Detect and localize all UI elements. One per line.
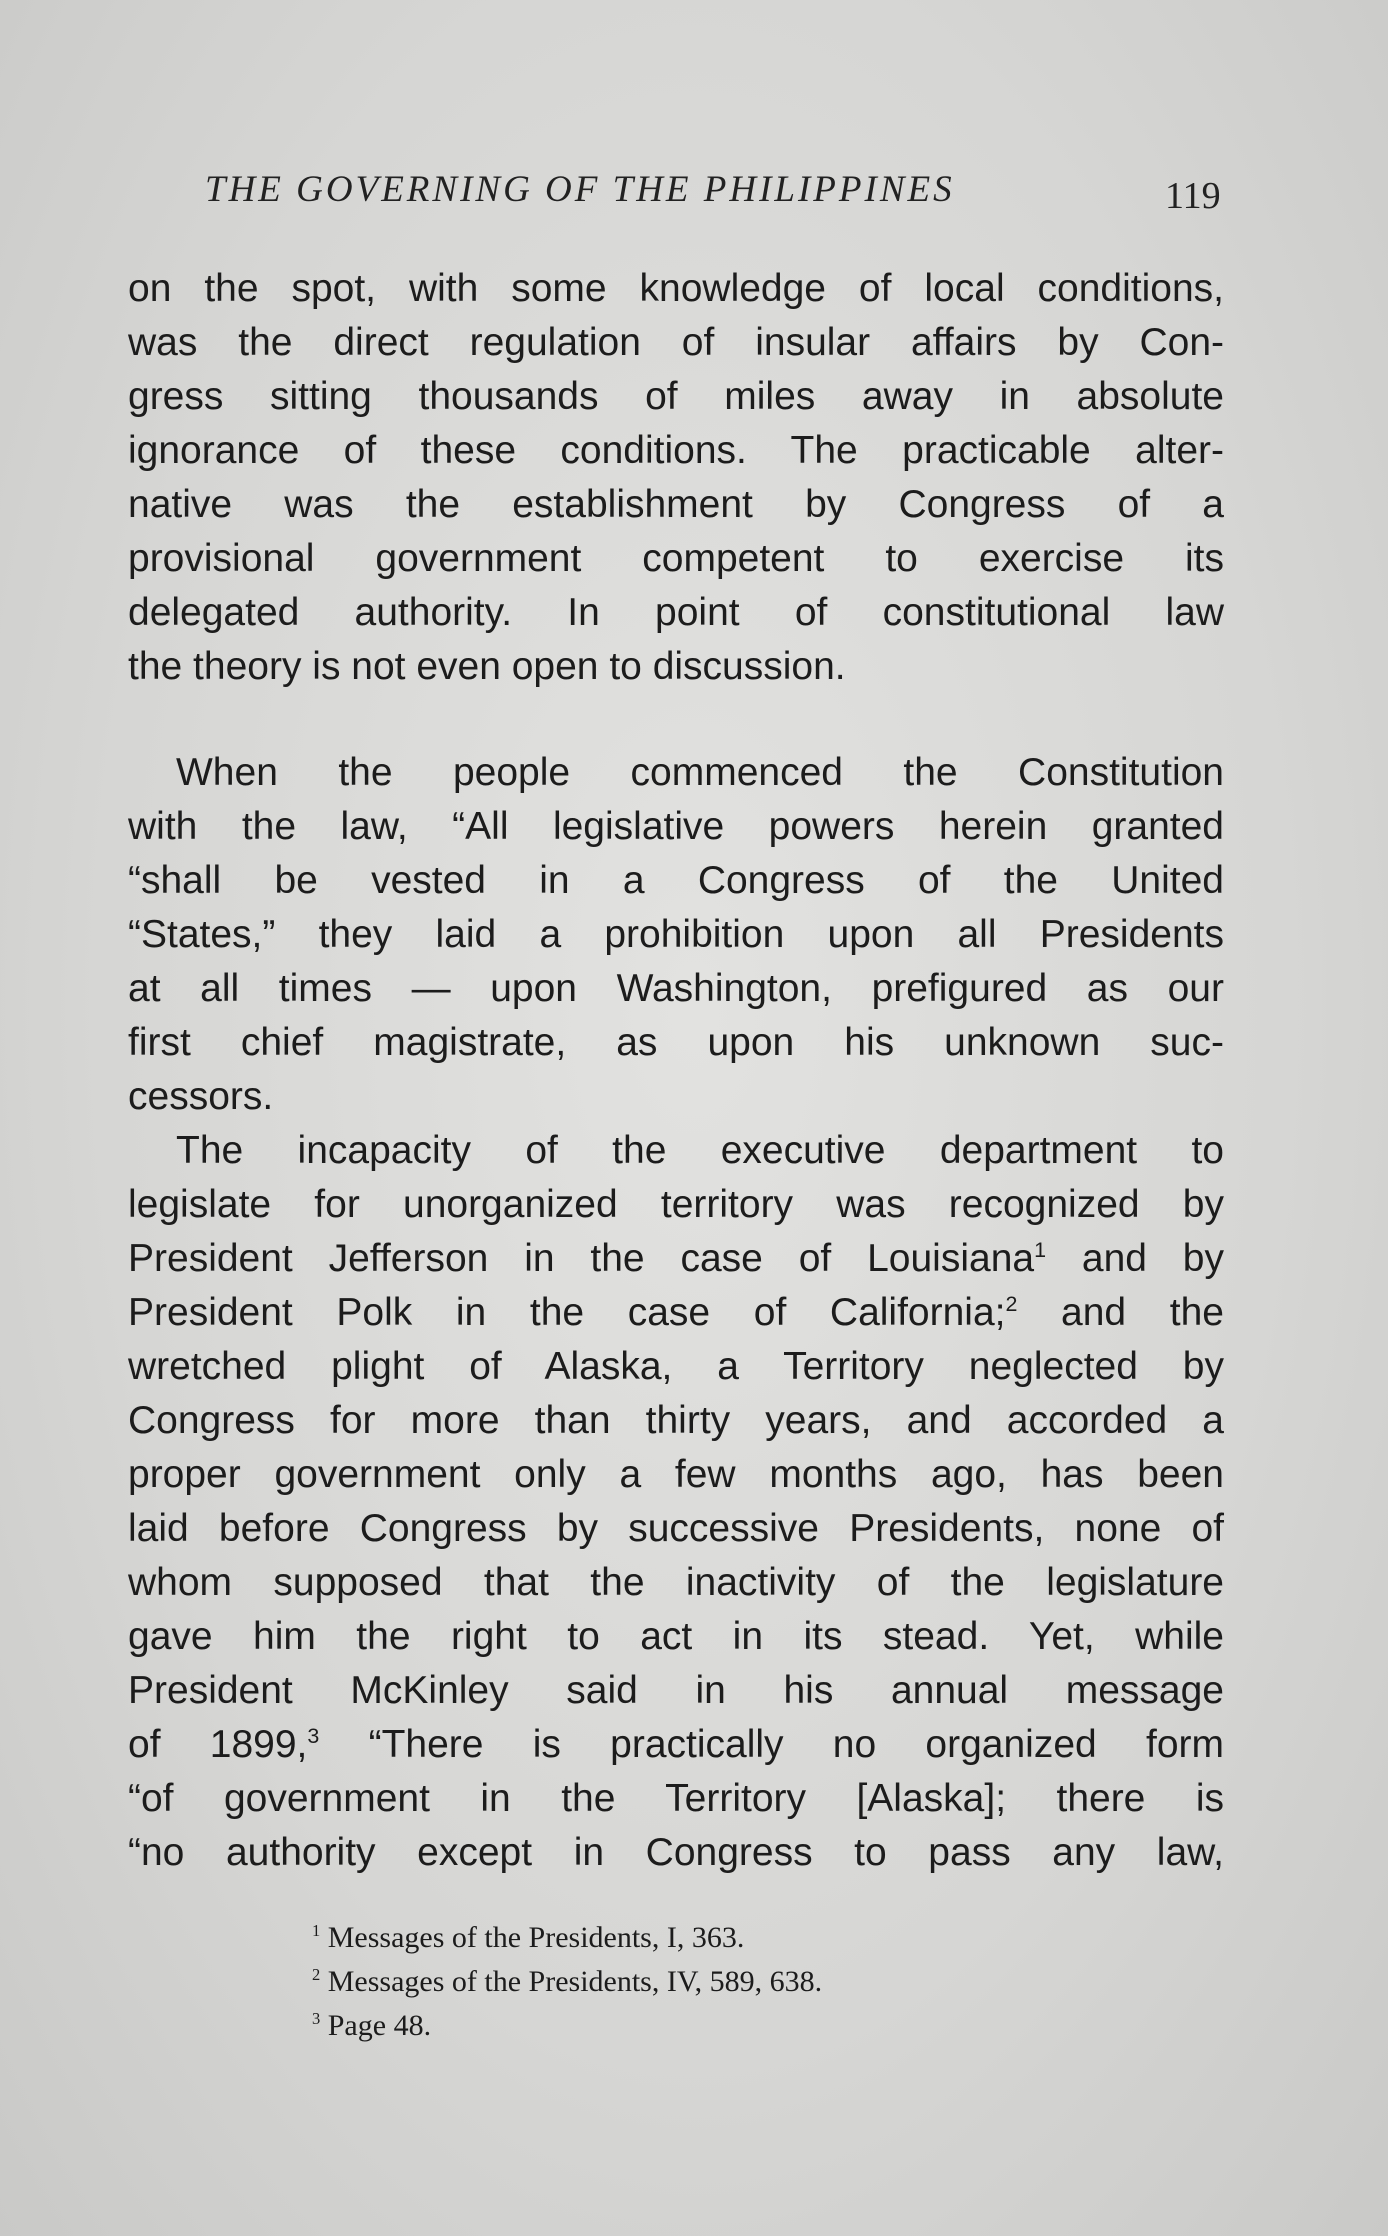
footnote-text: Messages of the Presidents, IV, 589, 638. <box>327 1965 823 1998</box>
text-line: with the law, “All legislative powers herein granted <box>128 805 1224 848</box>
text-line: gave him the right to act in its stead. Yet, while <box>128 1615 1224 1658</box>
line-text-tail: and the <box>1017 1291 1224 1334</box>
footnote-mark: 1 <box>312 1921 321 1940</box>
footnote-marker: 1 <box>1034 1238 1047 1262</box>
footnote-mark: 2 <box>312 1965 321 1984</box>
text-line: whom supposed that the inactivity of the legislature <box>128 1561 1224 1604</box>
footnotes <box>312 1916 1112 2048</box>
text-line: “shall be vested in a Congress of the United <box>128 859 1224 902</box>
text-line: When the people commenced the Constitution <box>176 751 1224 794</box>
footnote-marker: 2 <box>1005 1292 1018 1316</box>
body-text <box>128 262 1224 1880</box>
text-line: wretched plight of Alaska, a Territory neglected by <box>128 1345 1224 1388</box>
running-title: THE GOVERNING OF THE PHILIPPINES <box>205 169 955 210</box>
text-line: Congress for more than thirty years, and accorded a <box>128 1399 1224 1442</box>
page-number: 119 <box>1165 175 1221 217</box>
line-text: President Polk in the case of California; <box>128 1291 1006 1334</box>
footnote <box>312 1960 1112 2004</box>
line-text-tail: “There is practically no organized form <box>319 1723 1224 1766</box>
text-line: gress sitting thousands of miles away in absolute <box>128 375 1224 418</box>
paragraph <box>128 262 1224 694</box>
paragraph <box>128 1124 1224 1880</box>
footnote-marker: 3 <box>307 1724 320 1748</box>
line-text: of 1899, <box>128 1723 308 1766</box>
text-line: legislate for unorganized territory was recognized by <box>128 1183 1224 1226</box>
text-line: native was the establishment by Congress of a <box>128 483 1224 526</box>
line-text: President Jefferson in the case of Louisiana <box>128 1237 1035 1280</box>
text-line: laid before Congress by successive Presidents, none of <box>128 1507 1224 1550</box>
text-line: the theory is not even open to discussion. <box>128 645 846 688</box>
footnote-mark: 3 <box>312 2009 321 2028</box>
text-line: at all times — upon Washington, prefigured as our <box>128 967 1224 1010</box>
text-line: first chief magistrate, as upon his unknown suc- <box>128 1021 1224 1064</box>
text-line: proper government only a few months ago, has been <box>128 1453 1224 1496</box>
text-line: ignorance of these conditions. The practicable alter- <box>128 429 1224 472</box>
text-line: delegated authority. In point of constitutional law <box>128 591 1224 634</box>
footnote-text: Page 48. <box>327 2009 432 2042</box>
footnote <box>312 1916 1112 1960</box>
text-line-with-footnote <box>128 1718 1224 1772</box>
text-line-with-footnote <box>128 1286 1224 1340</box>
text-line: “of government in the Territory [Alaska]; there is <box>128 1777 1224 1820</box>
text-line: The incapacity of the executive department to <box>176 1129 1224 1172</box>
text-line: on the spot, with some knowledge of local conditions, <box>128 267 1224 310</box>
footnote <box>312 2004 1112 2048</box>
text-line-with-footnote <box>128 1232 1224 1286</box>
text-line: “no authority except in Congress to pass any law, <box>128 1831 1224 1874</box>
text-line: provisional government competent to exercise its <box>128 537 1224 580</box>
text-line: cessors. <box>128 1075 274 1118</box>
footnote-text: Messages of the Presidents, I, 363. <box>327 1921 745 1954</box>
text-line: President McKinley said in his annual message <box>128 1669 1224 1712</box>
text-line: was the direct regulation of insular affairs by Con- <box>128 321 1224 364</box>
paragraph <box>128 746 1224 1124</box>
running-head <box>205 168 1225 228</box>
text-line: “States,” they laid a prohibition upon all Presidents <box>128 913 1224 956</box>
paragraph-gap <box>128 694 1224 746</box>
line-text-tail: and by <box>1046 1237 1224 1280</box>
